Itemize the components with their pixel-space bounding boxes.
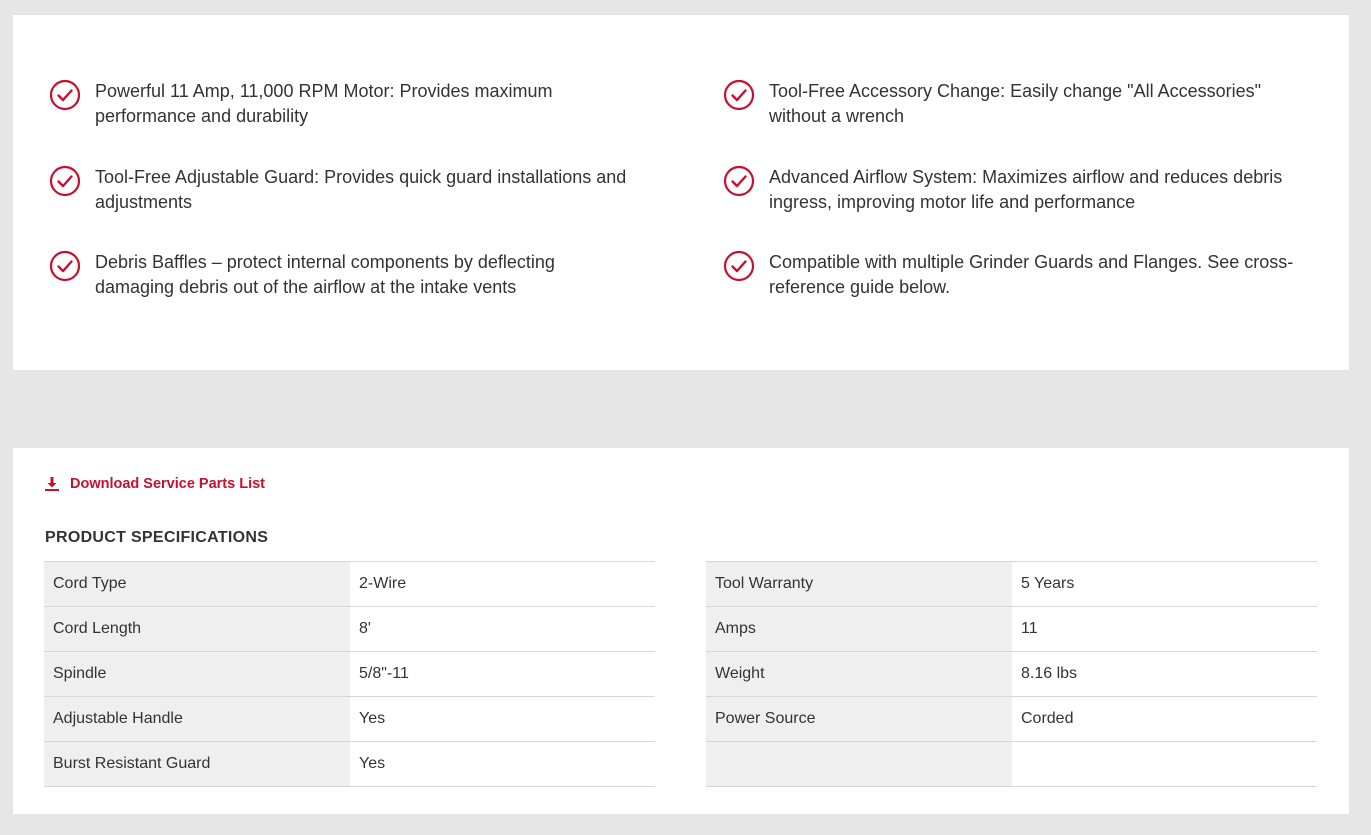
spec-label: Weight bbox=[706, 652, 1012, 697]
feature-text: Powerful 11 Amp, 11,000 RPM Motor: Provides maximum performance and durability bbox=[95, 81, 553, 126]
spec-row bbox=[706, 607, 1317, 652]
spec-label: Tool Warranty bbox=[706, 562, 1012, 607]
check-circle-icon bbox=[723, 250, 755, 282]
features-panel bbox=[13, 15, 1349, 370]
spec-row bbox=[706, 562, 1317, 607]
spec-row bbox=[44, 652, 655, 697]
spec-label: Cord Length bbox=[44, 607, 350, 652]
spec-table-right bbox=[706, 561, 1317, 787]
check-circle-icon bbox=[723, 79, 755, 111]
spec-row bbox=[706, 697, 1317, 742]
spec-row bbox=[44, 607, 655, 652]
feature-text: Tool-Free Accessory Change: Easily change "All Accessories" without a wrench bbox=[769, 81, 1262, 126]
spec-value: 5 Years bbox=[1012, 562, 1317, 607]
spec-value: 8.16 lbs bbox=[1012, 652, 1317, 697]
feature-text: Compatible with multiple Grinder Guards and Flanges. See cross-reference guide below. bbox=[769, 252, 1294, 297]
spec-row bbox=[706, 742, 1317, 787]
download-service-parts-link[interactable] bbox=[44, 476, 265, 492]
feature-text: Advanced Airflow System: Maximizes airflow and reduces debris ingress, improving motor life and performance bbox=[769, 167, 1283, 212]
check-circle-icon bbox=[49, 165, 81, 197]
spec-label: Spindle bbox=[44, 652, 350, 697]
spec-value bbox=[1012, 742, 1317, 787]
feature-text: Tool-Free Adjustable Guard: Provides quick guard installations and adjustments bbox=[95, 167, 627, 212]
specs-panel bbox=[13, 448, 1349, 814]
spec-value: 2-Wire bbox=[350, 562, 655, 607]
spec-heading: PRODUCT SPECIFICATIONS bbox=[45, 529, 269, 546]
spec-value: Yes bbox=[350, 697, 655, 742]
spec-value: 5/8"-11 bbox=[350, 652, 655, 697]
check-circle-icon bbox=[49, 250, 81, 282]
spec-label: Burst Resistant Guard bbox=[44, 742, 350, 787]
check-circle-icon bbox=[49, 79, 81, 111]
spec-table-left bbox=[44, 561, 655, 787]
spec-label: Amps bbox=[706, 607, 1012, 652]
spec-value: Yes bbox=[350, 742, 655, 787]
check-circle-icon bbox=[723, 165, 755, 197]
spec-value: Corded bbox=[1012, 697, 1317, 742]
spec-value: 8' bbox=[350, 607, 655, 652]
spec-row bbox=[44, 562, 655, 607]
spec-label: Power Source bbox=[706, 697, 1012, 742]
spec-row bbox=[44, 697, 655, 742]
spec-row bbox=[44, 742, 655, 787]
spec-label: Cord Type bbox=[44, 562, 350, 607]
spec-value: 11 bbox=[1012, 607, 1317, 652]
spec-label: Adjustable Handle bbox=[44, 697, 350, 742]
spec-row bbox=[706, 652, 1317, 697]
spec-label bbox=[706, 742, 1012, 787]
feature-text: Debris Baffles – protect internal components by deflecting damaging debris out of the airflow at the intake vents bbox=[95, 252, 555, 297]
download-label: Download Service Parts List bbox=[70, 476, 266, 492]
download-icon bbox=[44, 476, 60, 492]
